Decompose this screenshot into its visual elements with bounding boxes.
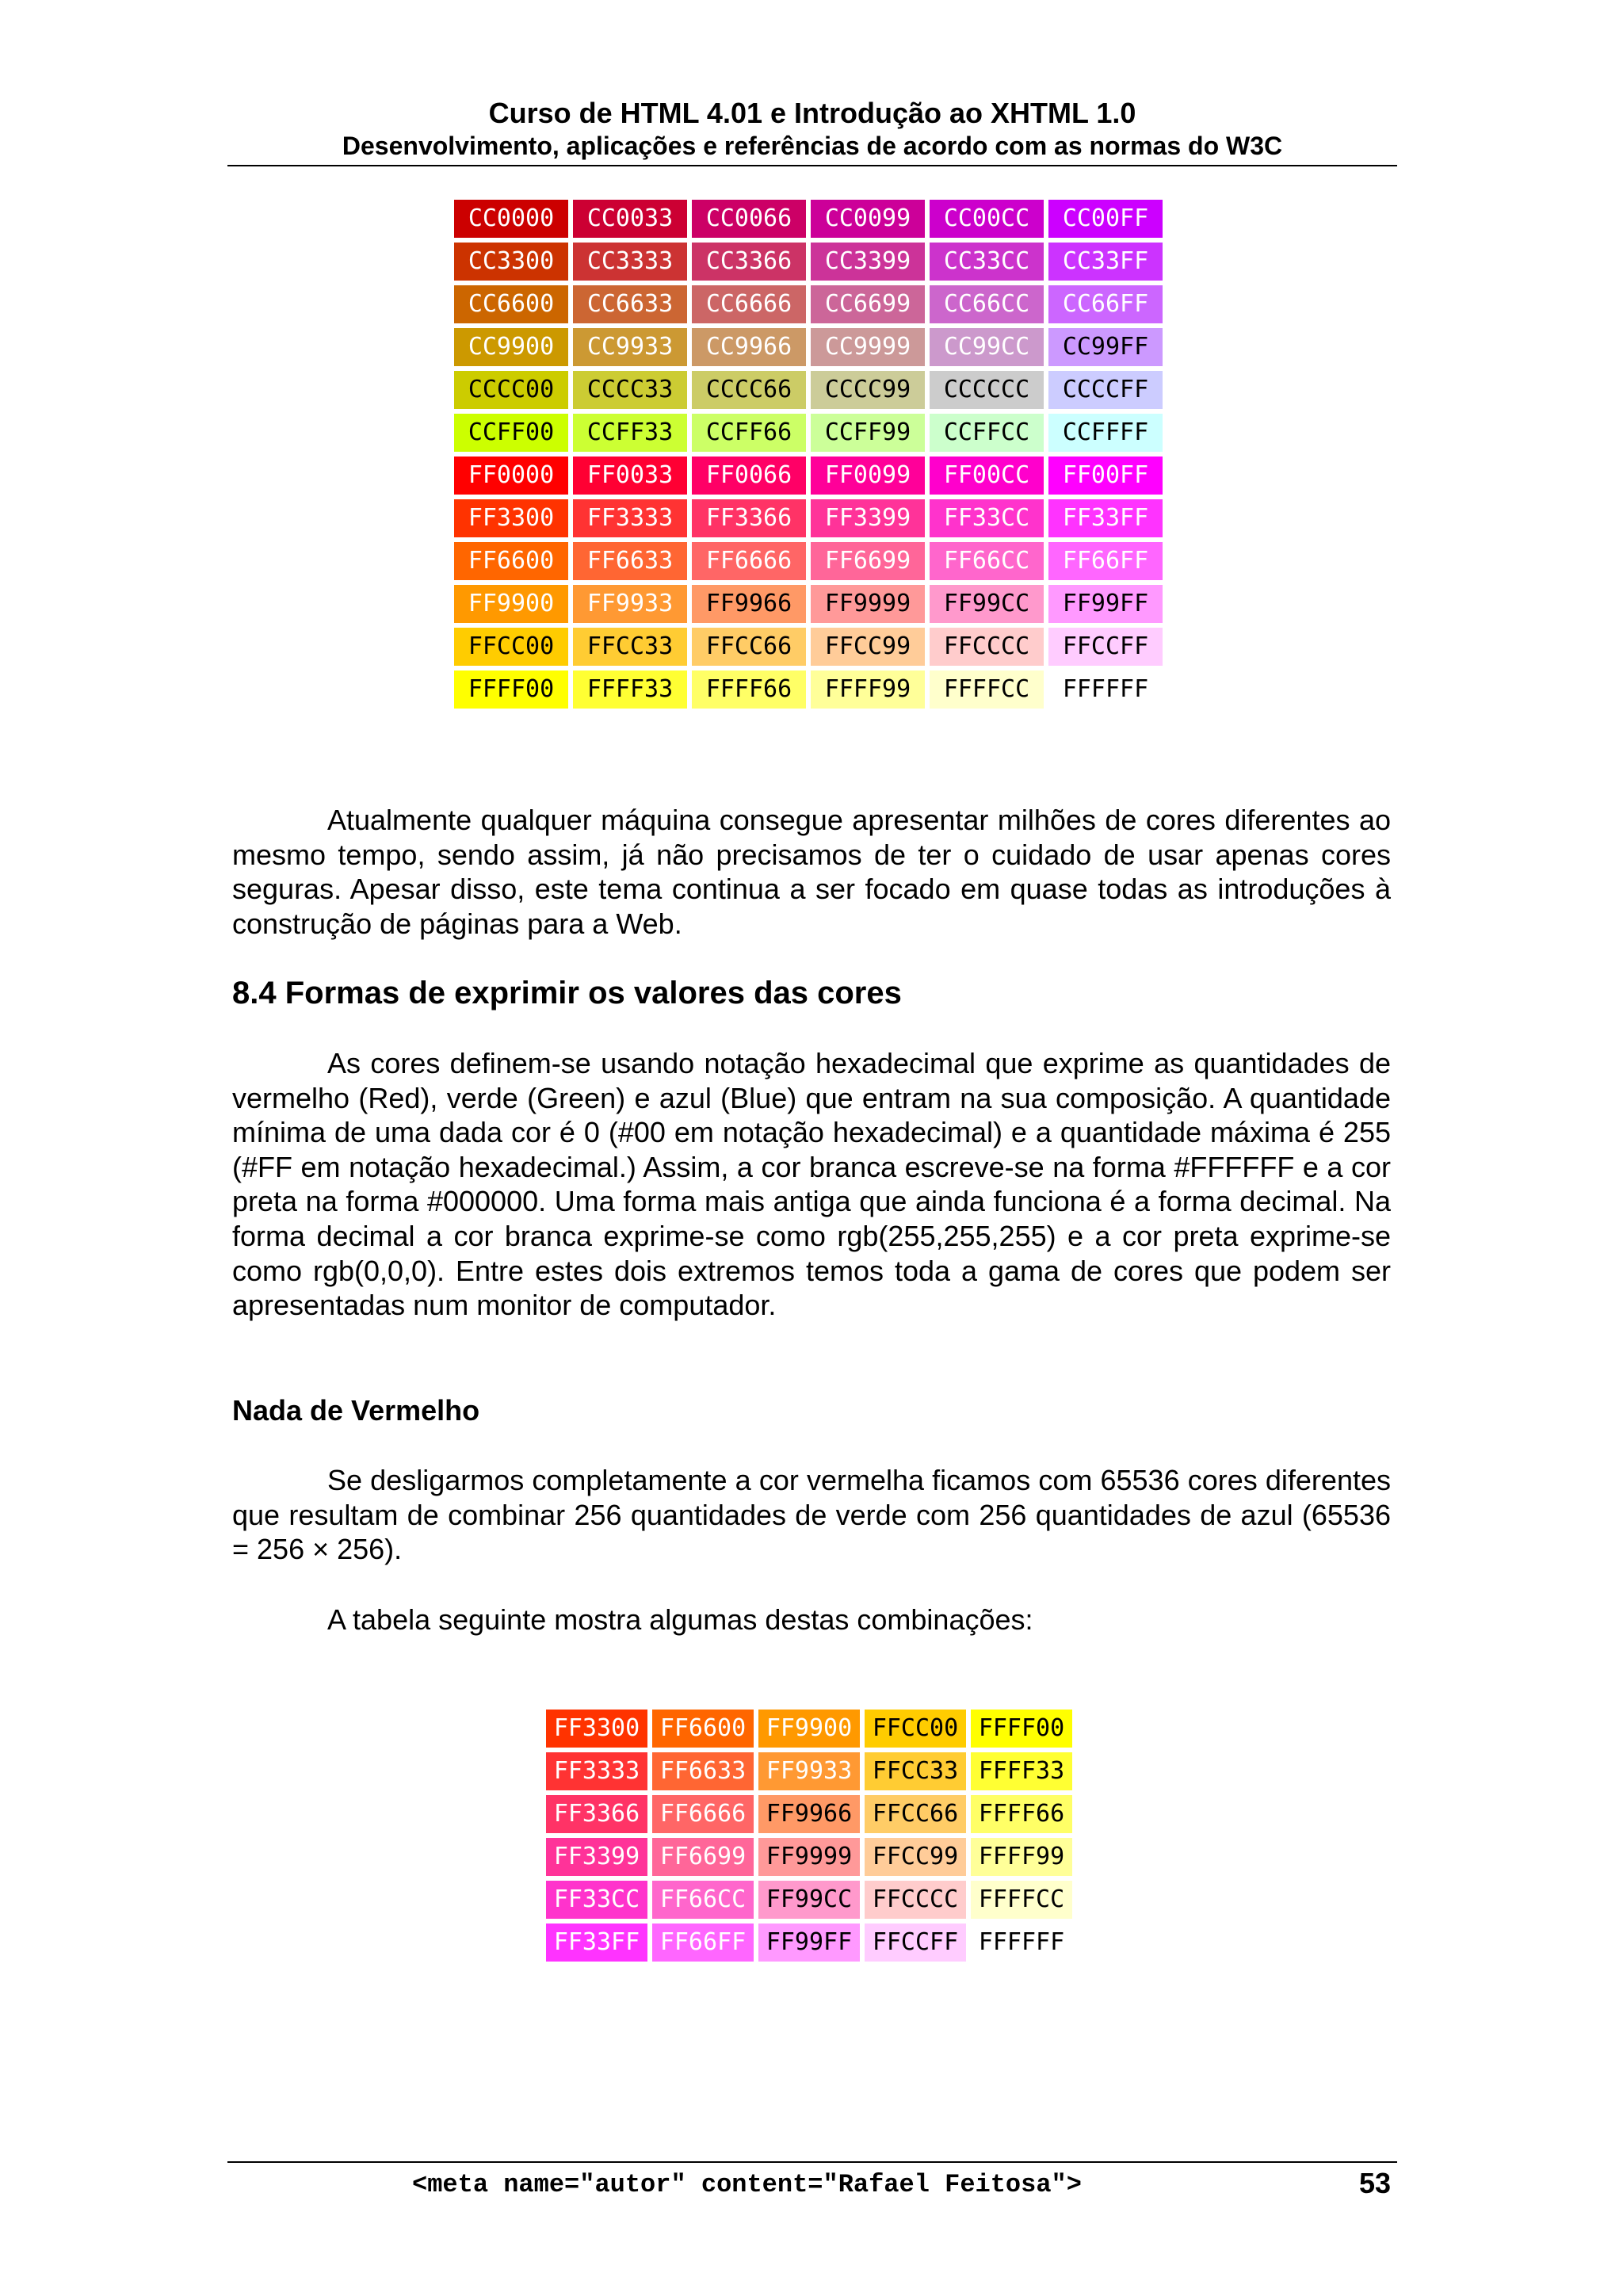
color-row [454, 628, 1163, 666]
color-row [454, 200, 1163, 238]
color-cell: CC0000 [454, 200, 568, 238]
color-cell: FFFF00 [971, 1710, 1072, 1748]
color-cell: FF3300 [454, 499, 568, 537]
color-cell: CC9966 [692, 328, 806, 366]
color-cell: FF3399 [811, 499, 925, 537]
color-cell: FF99FF [758, 1924, 860, 1962]
color-row [546, 1838, 1072, 1876]
color-cell: FFFF99 [811, 670, 925, 709]
page-header [227, 97, 1397, 162]
color-cell: FF6633 [652, 1752, 754, 1790]
color-cell: FF6666 [652, 1795, 754, 1833]
color-cell: CC6600 [454, 285, 568, 323]
color-cell: FF0000 [454, 457, 568, 495]
color-cell: FFCC99 [811, 628, 925, 666]
color-row [546, 1924, 1072, 1962]
color-cell: CCCCFF [1048, 371, 1163, 409]
color-cell: CC9900 [454, 328, 568, 366]
color-cell: FF33CC [546, 1881, 647, 1919]
color-row [454, 243, 1163, 281]
color-cell: CC6633 [573, 285, 687, 323]
color-cell: CCCCCC [930, 371, 1044, 409]
color-cell: CC3300 [454, 243, 568, 281]
color-row [546, 1795, 1072, 1833]
color-cell: FF3300 [546, 1710, 647, 1748]
color-row [454, 585, 1163, 623]
color-cell: FF9900 [758, 1710, 860, 1748]
color-cell: FF99CC [930, 585, 1044, 623]
color-cell: FF33CC [930, 499, 1044, 537]
color-cell: FF6633 [573, 542, 687, 580]
color-cell: FF66FF [652, 1924, 754, 1962]
color-cell: CC00CC [930, 200, 1044, 238]
color-cell: CC99FF [1048, 328, 1163, 366]
color-cell: FF3366 [692, 499, 806, 537]
color-cell: CCFF00 [454, 414, 568, 452]
color-cell: CCCC99 [811, 371, 925, 409]
color-cell: FF66CC [930, 542, 1044, 580]
color-cell: FF0033 [573, 457, 687, 495]
color-cell: FFCCCC [930, 628, 1044, 666]
color-cell: FF9900 [454, 585, 568, 623]
color-cell: CC0099 [811, 200, 925, 238]
color-cell: FFFF33 [573, 670, 687, 709]
color-cell: CC99CC [930, 328, 1044, 366]
color-cell: CC33CC [930, 243, 1044, 281]
color-row [454, 285, 1163, 323]
color-cell: FF66CC [652, 1881, 754, 1919]
color-cell: FFCCFF [865, 1924, 966, 1962]
color-cell: FFFF00 [454, 670, 568, 709]
color-cell: FFCCCC [865, 1881, 966, 1919]
color-cell: CCCC66 [692, 371, 806, 409]
color-cell: FFCC33 [865, 1752, 966, 1790]
color-cell: FF9966 [758, 1795, 860, 1833]
color-cell: CCFFCC [930, 414, 1044, 452]
paragraph-no-red: Se desligarmos completamente a cor vermelha ficamos com 65536 cores diferentes que resultam de combinar 256 quantidades de verde com 256 quantidades de azul (65536 = 256 × 256). [232, 1464, 1391, 1566]
subheading-no-red: Nada de Vermelho [232, 1394, 480, 1427]
color-cell: FF99FF [1048, 585, 1163, 623]
color-cell: CC66CC [930, 285, 1044, 323]
color-cell: FF00CC [930, 457, 1044, 495]
color-cell: FF9933 [758, 1752, 860, 1790]
footer-meta-author: <meta name="autor" content="Rafael Feitosa"> [412, 2170, 1082, 2199]
color-cell: CC9933 [573, 328, 687, 366]
color-cell: FFFF66 [971, 1795, 1072, 1833]
color-cell: CC00FF [1048, 200, 1163, 238]
color-cell: FF3399 [546, 1838, 647, 1876]
color-row [454, 371, 1163, 409]
color-cell: CC6666 [692, 285, 806, 323]
page-number: 53 [1358, 2167, 1391, 2199]
color-row [454, 670, 1163, 709]
color-cell: FF33FF [1048, 499, 1163, 537]
color-row [454, 542, 1163, 580]
color-cell: FF99CC [758, 1881, 860, 1919]
color-cell: FF00FF [1048, 457, 1163, 495]
color-cell: CC33FF [1048, 243, 1163, 281]
color-cell: FFFF99 [971, 1838, 1072, 1876]
section-heading: 8.4 Formas de exprimir os valores das cores [232, 976, 902, 1010]
color-cell: FF9933 [573, 585, 687, 623]
color-cell: CC0066 [692, 200, 806, 238]
document-subtitle: Desenvolvimento, aplicações e referências de acordo com as normas do W3C [342, 132, 1283, 160]
color-row [454, 499, 1163, 537]
paragraph-table-intro: A tabela seguinte mostra algumas destas combinações: [327, 1603, 1033, 1636]
color-cell: FF6600 [454, 542, 568, 580]
paragraph-intro: Atualmente qualquer máquina consegue apresentar milhões de cores diferentes ao mesmo tempo, sendo assim, já não precisamos de ter o cuidado de usar apenas cores seguras. Apesar disso, este tema continua a ser focado em quase todas as introduções à construção de páginas para a Web. [232, 804, 1391, 940]
color-cell: CC3366 [692, 243, 806, 281]
color-cell: CC6699 [811, 285, 925, 323]
color-cell: FFCCFF [1048, 628, 1163, 666]
color-cell: CCFF33 [573, 414, 687, 452]
color-cell: CC3399 [811, 243, 925, 281]
color-cell: FF66FF [1048, 542, 1163, 580]
color-cell: FFCC00 [865, 1710, 966, 1748]
color-cell: FFFF33 [971, 1752, 1072, 1790]
color-row [546, 1752, 1072, 1790]
color-row [546, 1710, 1072, 1748]
color-cell: CCFF99 [811, 414, 925, 452]
color-cell: FFFFFF [1048, 670, 1163, 709]
color-row [454, 328, 1163, 366]
color-cell: FFCC00 [454, 628, 568, 666]
color-cell: FFFFCC [930, 670, 1044, 709]
color-row [454, 414, 1163, 452]
color-cell: FF0099 [811, 457, 925, 495]
color-cell: FF6699 [652, 1838, 754, 1876]
color-cell: CCCC00 [454, 371, 568, 409]
color-cell: FFCC66 [692, 628, 806, 666]
color-cell: FFFFFF [971, 1924, 1072, 1962]
color-cell: CC0033 [573, 200, 687, 238]
color-row [546, 1881, 1072, 1919]
color-table-cc-ff [449, 195, 1167, 713]
color-cell: FF9999 [758, 1838, 860, 1876]
footer-rule [227, 2161, 1397, 2163]
color-cell: CCCC33 [573, 371, 687, 409]
paragraph-hex-notation: As cores definem-se usando notação hexadecimal que exprime as quantidades de vermelho (Red), verde (Green) e azul (Blue) que entram na sua composição. A quantidade mínima de uma dada cor é 0 (#00 em notação hexadecimal) e a quantidade máxima é 255 (#FF em notação hexadecimal.) Assim, a cor branca escreve-se na forma #FFFFFF e a cor preta na forma #000000. Uma forma mais antiga que ainda funciona é a forma decimal. Na forma decimal a cor branca exprime-se como rgb(255,255,255) e a cor preta exprime-se como rgb(0,0,0). Entre estes dois extremos temos toda a gama de cores que podem ser apresentadas num monitor de computador. [232, 1047, 1391, 1322]
color-cell: FF9999 [811, 585, 925, 623]
color-cell: CC66FF [1048, 285, 1163, 323]
color-cell: CCFF66 [692, 414, 806, 452]
color-cell: FFFFCC [971, 1881, 1072, 1919]
color-cell: FF3366 [546, 1795, 647, 1833]
header-rule [227, 165, 1397, 166]
color-cell: FFCC66 [865, 1795, 966, 1833]
color-cell: FF6600 [652, 1710, 754, 1748]
color-cell: FF0066 [692, 457, 806, 495]
color-cell: CC3333 [573, 243, 687, 281]
color-cell: CCFFFF [1048, 414, 1163, 452]
color-cell: CC9999 [811, 328, 925, 366]
color-cell: FF6666 [692, 542, 806, 580]
document-title: Curso de HTML 4.01 e Introdução ao XHTML 1.0 [488, 97, 1136, 129]
color-cell: FFCC33 [573, 628, 687, 666]
color-row [454, 457, 1163, 495]
color-cell: FF6699 [811, 542, 925, 580]
color-cell: FF9966 [692, 585, 806, 623]
color-table-ff [541, 1705, 1077, 1966]
color-cell: FFCC99 [865, 1838, 966, 1876]
color-cell: FF33FF [546, 1924, 647, 1962]
color-cell: FFFF66 [692, 670, 806, 709]
color-cell: FF3333 [573, 499, 687, 537]
color-cell: FF3333 [546, 1752, 647, 1790]
